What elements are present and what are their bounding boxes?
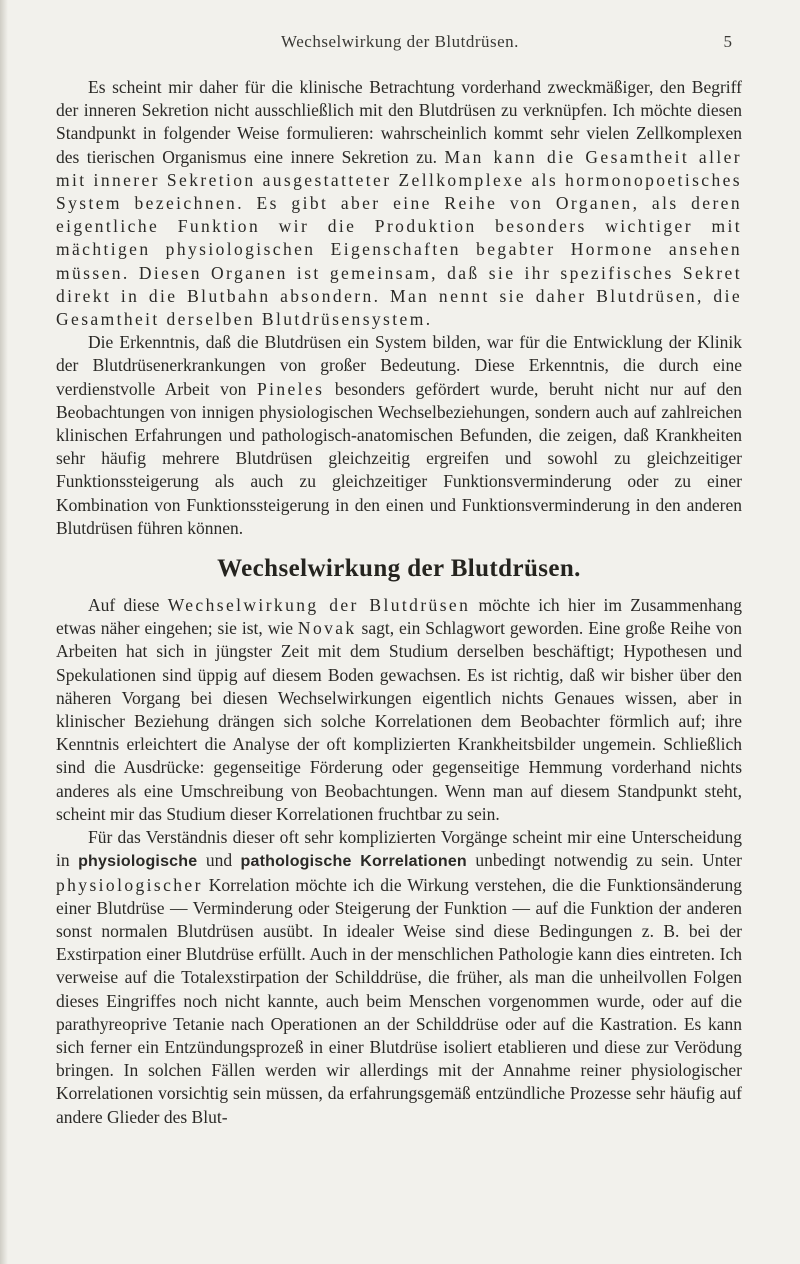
p2-text-b: besonders gefördert wurde, beruht nicht nur auf den Beobachtungen von innigen physiologischen Wechselbeziehungen, sondern auch auf zahlreichen klinischen Erfahrungen und pathologisch-anatomischen Befunden, die zeigen, daß Krankheiten sehr häufig mehrere Blutdrüsen gleichzeitig ergreifen und sowohl zu gleichzeitiger Funktionssteigerung als auch zu gleichzeitiger Funktionsverminderung oder zu einer Kombination von Funktionssteigerung in den einen und Funktionsverminderung in den anderen Blutdrüsen führen können. xyxy=(56,378,743,538)
paragraph-2 xyxy=(56,331,742,540)
paragraph-1 xyxy=(56,76,742,331)
p3-spaced-term: Wechselwirkung der Blutdrüsen xyxy=(167,595,471,616)
binding-shadow xyxy=(0,0,8,1264)
p4-text-c: unbedingt notwendig zu sein. Unter xyxy=(466,850,742,871)
p3-text-a: Auf diese xyxy=(88,595,168,616)
paragraph-3 xyxy=(56,594,742,826)
p3-text-b: möchte ich hier im Zusammenhang etwas näher eingehen; sie ist, wie xyxy=(56,595,742,639)
term-pathologische-korrelationen: pathologische Korrelationen xyxy=(240,853,467,871)
section-heading: Wechselwirkung der Blutdrüsen. xyxy=(217,555,581,583)
p4-text-b: und xyxy=(197,850,241,871)
body-text xyxy=(56,76,742,1129)
paragraph-4 xyxy=(56,826,742,1129)
p2-text-a: Die Erkenntnis, daß die Blutdrüsen ein System bilden, war für die Entwicklung der Klinik der Blutdrüsenerkrankungen von großer Bedeutung. Diese Erkenntnis, die durch eine verdienstvolle Arbeit von xyxy=(56,332,742,399)
page-number: 5 xyxy=(723,32,732,51)
p4-spaced-term: physiologischer xyxy=(56,874,203,895)
term-physiologische: physiologische xyxy=(78,853,198,871)
running-title: Wechselwirkung der Blutdrüsen. xyxy=(281,32,519,51)
p4-text-a: Für das Verständnis dieser oft sehr komplizierten Vorgänge scheint mir eine Unterscheidung in xyxy=(56,827,742,871)
p4-text-d: Korrelation möchte ich die Wirkung verstehen, die die Funktionsänderung einer Blutdrüse — Verminderung oder Steigerung der Funktion — auf die Funktion der anderen sonst normalen Blutdrüsen ausübt. In idealer Weise sind diese Bedingungen z. B. bei der Exstirpation einer Blutdrüse erfüllt. Auch in der menschlichen Pathologie kann dies eintreten. Ich verweise auf die Totalexstirpation der Schilddrüse, die früher, als man die unheilvollen Folgen dieses Eingriffes noch nicht kannte, auch beim Menschen vorgenommen wurde, oder auf die parathyreoprive Tetanie nach Operationen an der Schilddrüse oder auf die Kastration. Es kann sich ferner ein Entzündungsprozeß in einer Blutdrüse isoliert etablieren und diese zur Verödung bringen. In solchen Fällen werden wir allerdings mit der Annahme reiner physiologischer Korrelationen vorsichtig sein müssen, da erfahrungsgemäß entzündliche Prozesse sehr häufig auf andere Glieder des Blut- xyxy=(56,874,742,1127)
author-name-pineles: Pineles xyxy=(256,378,325,399)
author-name-novak: Novak xyxy=(297,618,357,639)
p1-text: Es scheint mir daher für die klinische Betrachtung vorderhand zweckmäßiger, den Begriff der inneren Sekretion nicht ausschließlich mit den Blutdrüsen zu verknüpfen. Ich möchte diesen Standpunkt in folgender Weise formulieren: wahrscheinlich kommt sehr vielen Zellkomplexen des tierischen Organismus eine innere Sekretion zu. xyxy=(56,77,742,167)
p3-text-c: sagt, ein Schlagwort geworden. Eine große Reihe von Arbeiten hat sich in jüngster Zeit mit dem Studium derselben beschäftigt; Hypothesen und Spekulationen sind üppig auf diesem Boden gewachsen. Es ist richtig, daß wir bisher über den näheren Vorgang bei diesen Wechselwirkungen eigentlich nichts Genaues wissen, aber in klinischer Beziehung drängen sich solche Korrelationen dem Beobachter förmlich auf; ihre Kenntnis erleichtert die Analyse der oft komplizierten Krankheitsbilder ungemein. Schließlich sind die Ausdrücke: gegenseitige Förderung oder gegenseitige Hemmung vorderhand nichts anderes als eine Umschreibung von Beobachtungen. Wenn man auf diesem Standpunkt steht, scheint mir das Studium dieser Korrelationen fruchtbar zu sein. xyxy=(56,618,742,824)
p1-spaced-text: Man kann die Gesamtheit aller mit innerer Sekretion ausgestatteter Zellkomplexe als hormonopoetisches System bezeichnen. Es gibt aber eine Reihe von Organen, als deren eigentliche Funktion wir die Produktion besonders wichtiger mit mächtigen physiologischen Eigenschaften begabter Hormone ansehen müssen. Diesen Organen ist gemeinsam, daß sie ihr spezifisches Sekret direkt in die Blutbahn absondern. Man nennt sie daher Blutdrüsen, die Gesamtheit derselben Blutdrüsensystem. xyxy=(56,146,743,330)
